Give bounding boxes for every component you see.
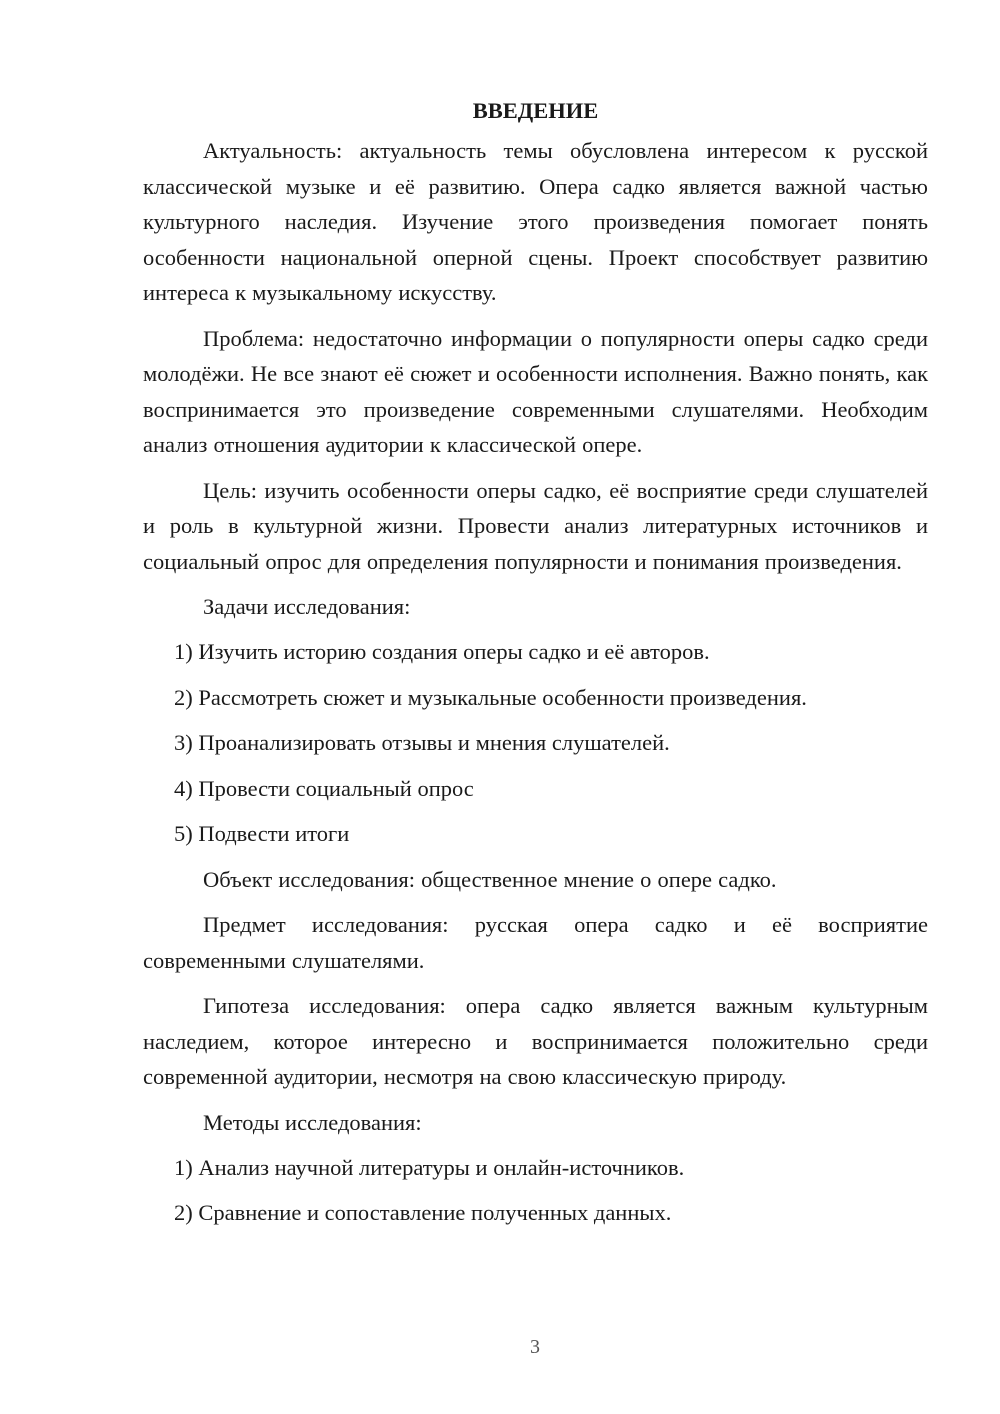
tasks-heading: Задачи исследования: <box>203 594 411 619</box>
methods-heading: Методы исследования: <box>203 1109 422 1135</box>
task-item: 5) Подвести итоги <box>174 821 350 846</box>
task-item: 3) Проанализировать отзывы и мнения слушателей. <box>174 730 670 755</box>
page-number: 3 <box>530 1336 540 1358</box>
page-title: ВВЕДЕНИЕ <box>472 98 599 123</box>
goal-paragraph: Цель: изучить особенности оперы садко, её восприятие среди слушателей и роль в культурной жизни. Провести анализ литературных источников и социальный опрос для определения популярности и понимания произведения. <box>143 477 928 574</box>
method-item: 2) Сравнение и сопоставление полученных данных. <box>174 1200 672 1225</box>
task-item: 2) Рассмотреть сюжет и музыкальные особенности произведения. <box>174 684 807 710</box>
object-paragraph: Объект исследования: общественное мнение о опере садко. <box>203 866 777 892</box>
hypothesis-paragraph: Гипотеза исследования: опера садко является важным культурным наследием, которое интересно и воспринимается положительно среди современной аудитории, несмотря на свою классическую природу. <box>143 993 928 1089</box>
task-item: 4) Провести социальный опрос <box>174 775 474 801</box>
problem-paragraph: Проблема: недостаточно информации о популярности оперы садко среди молодёжи. Не все знают её сюжет и особенности исполнения. Важно понять, как воспринимается это произведение современными слушателями. Необходим анализ отношения аудитории к классической опере. <box>143 325 928 457</box>
task-item: 1) Изучить историю создания оперы садко и её авторов. <box>174 639 710 664</box>
method-item: 1) Анализ научной литературы и онлайн-источников. <box>174 1154 685 1180</box>
subject-paragraph: Предмет исследования: русская опера садко и её восприятие современными слушателями. <box>143 912 928 973</box>
actuality-paragraph: Актуальность: актуальность темы обусловлена интересом к русской классической музыке и её развитию. Опера садко является важной частью культурного наследия. Изучение этого произведения помогает понять особенности национальной оперной сцены. Проект способствует развитию интереса к музыкальному искусству. <box>143 138 928 305</box>
page-content <box>143 96 928 1241</box>
